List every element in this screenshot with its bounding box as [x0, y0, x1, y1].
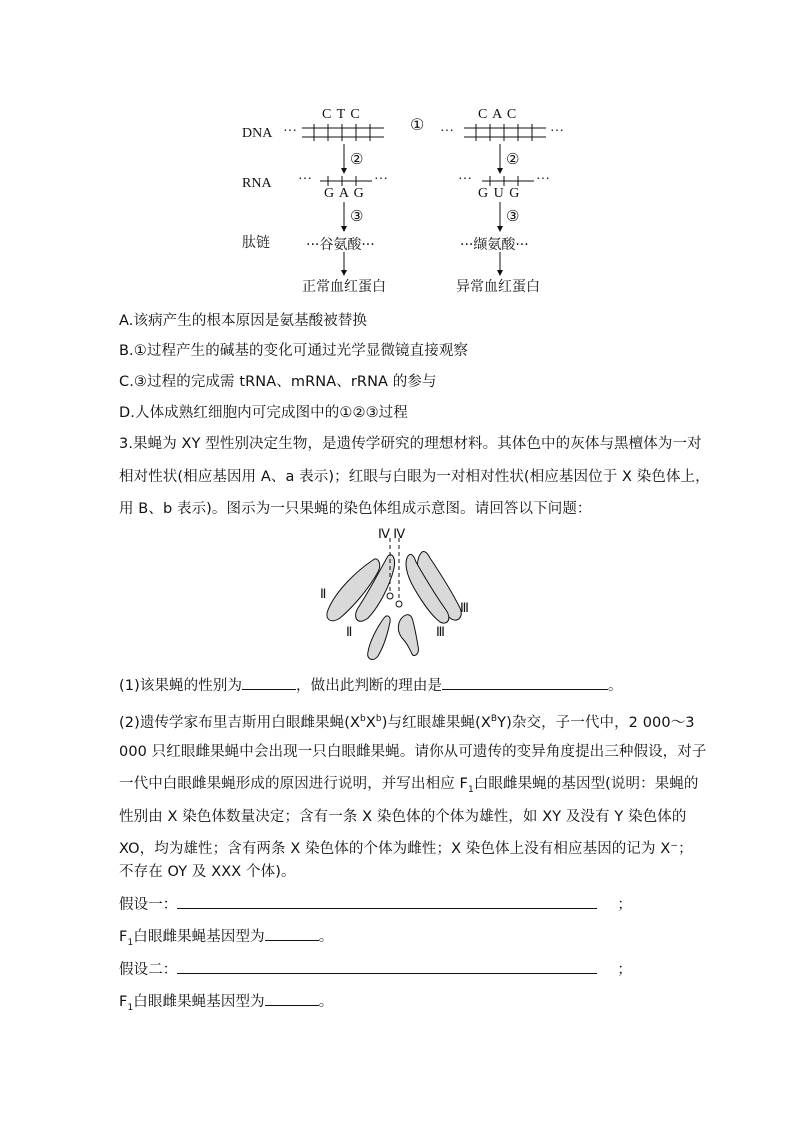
chromosome-iii-label-b: Ⅲ — [436, 624, 445, 639]
q3-intro-line-1: 3.果蝇为 XY 型性别决定生物，是遗传学研究的理想材料。其体色中的灰体与黑檀体为一对 — [119, 436, 702, 452]
chromosome-iii-label-a: Ⅲ — [460, 600, 469, 615]
rna-right-codon: G U G — [478, 186, 521, 201]
dna-right-dots: ··· — [440, 124, 454, 139]
q3-part2-line-1 — [119, 708, 695, 734]
transcription-step-right: ② — [506, 152, 520, 168]
left-peptide-label: ···谷氨酸··· — [306, 237, 375, 253]
rna-right-dots: ··· — [458, 172, 472, 187]
left-protein-label: 正常血红蛋白 — [302, 279, 386, 295]
chromosome-shapes — [318, 530, 476, 660]
q3-part1-text-b: ，做出此判断的理由是 — [296, 678, 443, 694]
hypothesis-1-label: 假设一： — [119, 897, 178, 913]
q3-part2-line-5: XO，均为雄性；含有两条 X 染色体的个体为雌性；X 染色体上没有相应基因的记为 X⁻； — [119, 841, 693, 857]
chromosome-ii-label-b: Ⅱ — [346, 624, 353, 639]
hypothesis-2-row — [119, 959, 632, 981]
p2-l3-sub: 1 — [467, 784, 474, 795]
p2-text-1: (2)遗传学家布里吉斯用白眼雌果蝇(X — [119, 714, 361, 731]
q3-part2-line-2: 000 只红眼雌果蝇中会出现一只白眼雌果蝇。请你从可遗传的变异角度提出三种假设，对子 — [119, 744, 707, 760]
dna-right-codon: C A C — [478, 107, 518, 122]
p2-text-3: )与红眼雄果蝇(X — [381, 714, 491, 731]
q3-part1-text-a: (1)该果蝇的性别为 — [119, 678, 243, 694]
q3-part2-line-6: 不存在 OY 及 XXX 个体)。 — [119, 864, 296, 880]
q3-intro-line-2: 相对性状(相应基因用 A、a 表示)；红眼与白眼为一对相对性状(相应基因位于 X 染色体上， — [119, 469, 710, 485]
chromosome-diagram — [318, 526, 476, 660]
rna-left-end-dots: ··· — [374, 172, 388, 187]
chromosome-ii-label-a: Ⅱ — [320, 586, 327, 601]
f1-genotype-blank-1[interactable] — [265, 926, 319, 941]
dna-row-label: DNA — [242, 126, 273, 141]
peptide-row-label: 肽链 — [242, 235, 270, 251]
q3-part1 — [119, 675, 623, 697]
f1-end-1: 。 — [318, 929, 334, 945]
transcription-step-left: ② — [350, 152, 364, 168]
f1-text-b: 白眼雌果蝇基因型为 — [133, 929, 265, 945]
f1-text-a: F — [119, 929, 128, 945]
mutation-step-label: ① — [410, 117, 425, 134]
p2-l3-text-a: 一代中白眼雌果蝇形成的原因进行说明，并写出相应 F — [119, 776, 468, 792]
f1-sub-2: 1 — [127, 1002, 134, 1013]
p2-sup-1: b — [360, 714, 366, 724]
option-c: C.③过程的完成需 tRNA、mRNA、rRNA 的参与 — [119, 374, 437, 390]
translation-step-right: ③ — [506, 209, 520, 225]
hypothesis-2-label: 假设二： — [119, 962, 178, 978]
p2-l3-text-b: 白眼雌果蝇的基因型(说明：果蝇的 — [473, 776, 699, 792]
f1-genotype-row-2 — [119, 991, 333, 1019]
hypothesis-1-row — [119, 894, 632, 916]
dna-right-end-dots: ··· — [550, 124, 564, 139]
f1-sub: 1 — [127, 937, 134, 948]
q3-part1-text-c: 。 — [608, 678, 623, 694]
p2-sup-3: B — [490, 714, 498, 724]
f1-text-a-2: F — [119, 994, 128, 1010]
q3-part2-line-4: 性别由 X 染色体数量决定；含有一条 X 染色体的个体为雄性，如 XY 及没有 Y 染色体的 — [119, 809, 687, 825]
dna-left-dots: ··· — [283, 124, 297, 139]
option-a: A.该病产生的根本原因是氨基酸被替换 — [119, 313, 368, 329]
p2-text-2: X — [365, 714, 376, 731]
f1-text-b-2: 白眼雌果蝇基因型为 — [133, 994, 265, 1010]
f1-genotype-blank-2[interactable] — [265, 991, 319, 1006]
hypothesis-1-end: ； — [617, 897, 633, 913]
option-d: D.人体成熟红细胞内可完成图中的①②③过程 — [119, 405, 408, 421]
translation-step-left: ③ — [350, 209, 364, 225]
rna-right-end-dots: ··· — [536, 172, 550, 187]
hypothesis-1-blank[interactable] — [177, 894, 597, 909]
q3-intro-line-3: 用 B、b 表示)。图示为一只果蝇的染色体组成示意图。请回答以下问题： — [119, 501, 592, 517]
hypothesis-2-blank[interactable] — [177, 959, 597, 974]
p2-sup-2: b — [375, 714, 382, 724]
f1-genotype-row-1 — [119, 926, 333, 954]
sex-answer-blank[interactable] — [242, 675, 296, 690]
rna-left-codon: G A G — [324, 186, 365, 201]
right-protein-label: 异常血红蛋白 — [456, 279, 540, 295]
p2-text-4: Y)杂交，子一代中，2 000～3 — [497, 714, 695, 731]
dna-left-codon: C T C — [322, 107, 361, 122]
hypothesis-2-end: ； — [617, 962, 633, 978]
right-peptide-label: ···缬氨酸··· — [460, 237, 529, 253]
chromosome-iv-label: Ⅳ Ⅳ — [378, 526, 406, 541]
q3-part2-line-3 — [119, 773, 699, 801]
rna-row-label: RNA — [242, 176, 272, 191]
rna-left-dots: ··· — [298, 172, 312, 187]
option-b: B.①过程产生的碱基的变化可通过光学显微镜直接观察 — [119, 343, 469, 359]
gene-expression-diagram — [232, 104, 572, 300]
reason-answer-blank[interactable] — [442, 675, 608, 690]
f1-end-2: 。 — [318, 994, 334, 1010]
